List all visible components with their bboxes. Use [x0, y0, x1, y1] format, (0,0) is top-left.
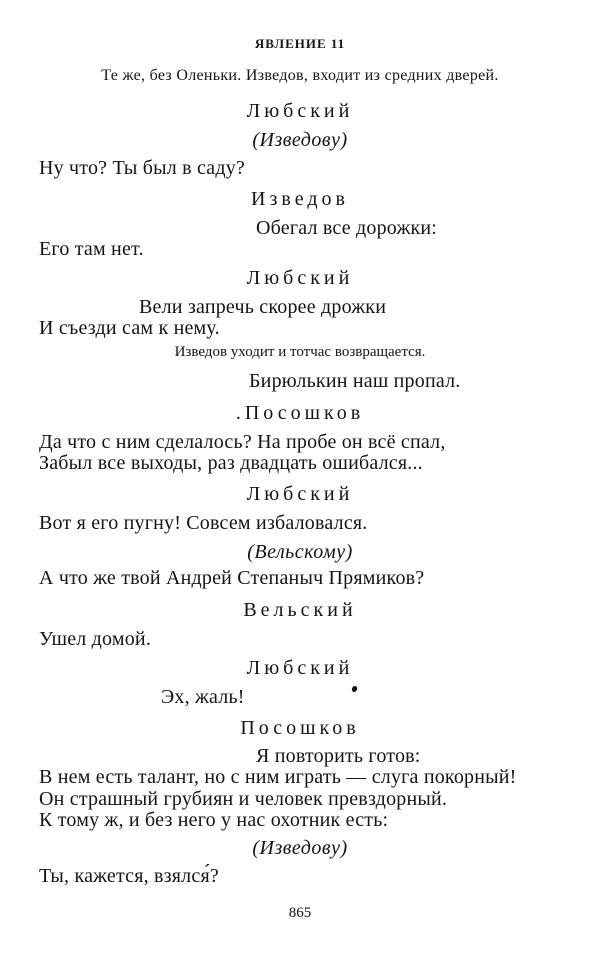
page-number: 865	[288, 905, 312, 921]
stage-direction-exit: Изведов уходит и тотчас возвращается.	[174, 344, 426, 360]
verse-line: Бирюлькин наш пропал.	[249, 370, 461, 392]
speaker-lyubsky: Любский	[246, 483, 354, 505]
speaker-lyubsky: Любский	[246, 100, 354, 122]
verse-line: Забыл все выходы, раз двадцать ошибался...	[39, 452, 423, 474]
verse-line: Вот я его пугну! Совсем избаловался.	[39, 512, 368, 534]
verse-line: А что же твой Андрей Степаныч Прямиков?	[39, 567, 425, 589]
ink-speck	[351, 685, 358, 692]
verse-line: Да что с ним сделалось? На пробе он всё спал,	[39, 431, 446, 453]
speaker-lyubsky: Любский	[246, 657, 354, 679]
stage-direction-top: Те же, без Оленьки. Изведов, входит из средних дверей.	[101, 67, 499, 84]
speaker-velsky: Вельский	[243, 599, 357, 621]
verse-line: Эх, жаль!	[161, 686, 245, 708]
speaker-izvedov: Изведов	[251, 188, 349, 210]
verse-line: Обегал все дорожки:	[256, 217, 438, 239]
verse-line: Ты, кажется, взялся́?	[39, 865, 219, 887]
speaker-lyubsky: Любский	[246, 267, 354, 289]
verse-line: И съезди сам к нему.	[39, 317, 220, 339]
speaker-pososhkov: .Посошков	[235, 402, 365, 424]
speaker-pososhkov: Посошков	[240, 717, 360, 739]
verse-line: Ну что? Ты был в саду?	[39, 157, 246, 179]
verse-line: В нем есть талант, но с ним играть — слуга покорный!	[39, 766, 517, 788]
verse-line: Он страшный грубиян и человек превздорный.	[39, 788, 448, 810]
verse-line: К тому ж, и без него у нас охотник есть:	[39, 809, 389, 831]
verse-line: Его там нет.	[39, 238, 144, 260]
stage-direction-to-izvedov: (Изведову)	[252, 837, 348, 859]
stage-direction-to-velsky: (Вельскому)	[247, 541, 353, 563]
scene-title: ЯВЛЕНИЕ 11	[254, 36, 346, 51]
verse-line: Я повторить готов:	[256, 745, 421, 767]
verse-line: Ушел домой.	[39, 628, 152, 650]
verse-line: Вели запречь скорее дрожки	[139, 296, 387, 318]
stage-direction-to-izvedov: (Изведову)	[252, 129, 348, 151]
